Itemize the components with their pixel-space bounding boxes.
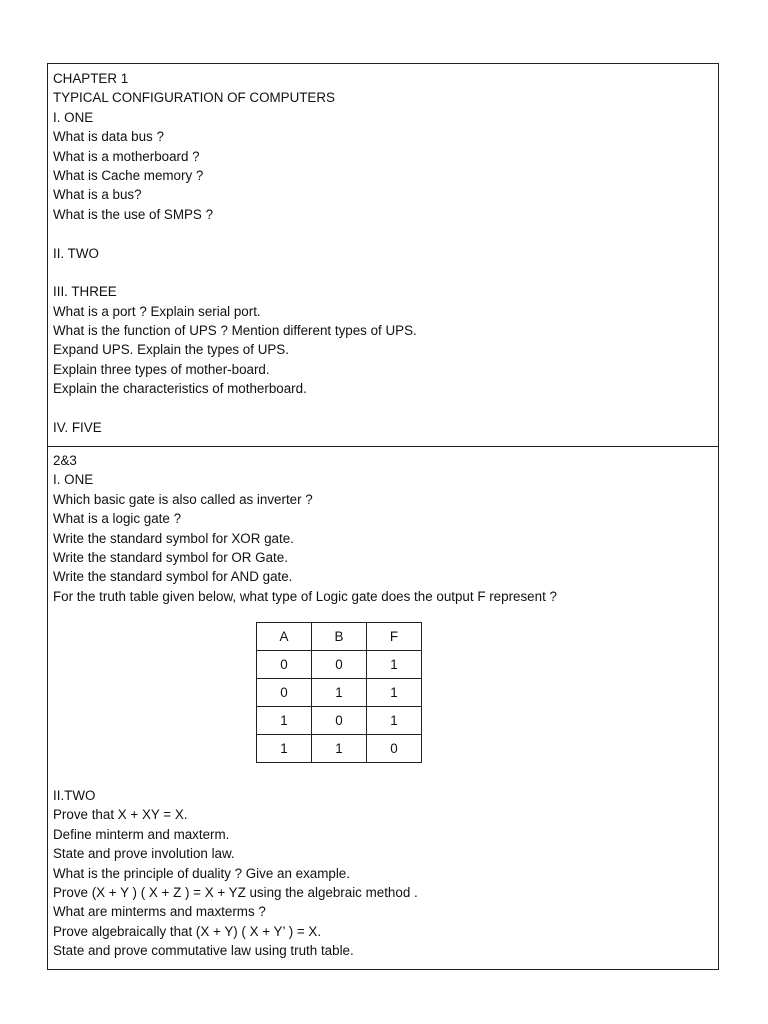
truth-table-header-cell: B <box>312 623 367 651</box>
truth-table-header-cell: A <box>257 623 312 651</box>
question-line: State and prove involution law. <box>53 846 235 862</box>
question-line: Prove that X + XY = X. <box>53 807 188 823</box>
chapter-1-section <box>48 64 718 447</box>
question-line: Write the standard symbol for AND gate. <box>53 569 293 585</box>
chapter-1-lines <box>53 69 718 437</box>
truth-table-cell: 0 <box>367 735 422 763</box>
truth-table-cell: 1 <box>367 651 422 679</box>
truth-table-cell: 0 <box>257 679 312 707</box>
subsection-heading: IV. FIVE <box>53 420 102 436</box>
question-line: What is the use of SMPS ? <box>53 206 214 222</box>
question-line: What is a motherboard ? <box>53 148 200 164</box>
document-frame <box>47 63 719 970</box>
truth-table-row <box>257 735 422 763</box>
question-line: What is a bus? <box>53 187 142 203</box>
question-line: Which basic gate is also called as inverter ? <box>53 491 313 507</box>
blank-line <box>53 399 718 418</box>
question-line: Prove algebraically that (X + Y) ( X + Y’ ) = X. <box>53 923 322 939</box>
question-line: Explain three types of mother-board. <box>53 361 270 377</box>
truth-table-cell: 0 <box>257 651 312 679</box>
question-line: What is Cache memory ? <box>53 167 204 183</box>
blank-line <box>53 263 718 282</box>
chapter-2-3-section <box>48 447 718 969</box>
truth-table-row <box>257 679 422 707</box>
question-line: Write the standard symbol for XOR gate. <box>53 530 294 546</box>
question-line: Write the standard symbol for OR Gate. <box>53 549 288 565</box>
chapter-heading: CHAPTER 1 <box>53 71 129 86</box>
question-line: What is a port ? Explain serial port. <box>53 303 261 319</box>
question-line: For the truth table given below, what type of Logic gate does the output F represent ? <box>53 588 557 604</box>
truth-table-cell: 1 <box>312 679 367 707</box>
subsection-heading: II.TWO <box>53 788 96 803</box>
question-line: What are minterms and maxterms ? <box>53 904 266 920</box>
truth-table-cell: 1 <box>257 707 312 735</box>
question-line: State and prove commutative law using truth table. <box>53 943 354 959</box>
truth-table-cell: 0 <box>312 707 367 735</box>
truth-table-header-cell: F <box>367 623 422 651</box>
truth-table-cell: 1 <box>367 679 422 707</box>
question-line: What is the function of UPS ? Mention different types of UPS. <box>53 323 417 339</box>
subsection-heading: III. THREE <box>53 284 117 300</box>
question-line: Define minterm and maxterm. <box>53 826 230 842</box>
subsection-heading: I. ONE <box>53 109 94 125</box>
truth-table-cell: 1 <box>312 735 367 763</box>
chapter-2-3-lines <box>53 451 718 606</box>
subsection-heading: I. ONE <box>53 472 94 488</box>
truth-table-cell: 1 <box>257 735 312 763</box>
truth-table <box>256 622 422 763</box>
truth-table-row <box>257 651 422 679</box>
chapter-heading: 2&3 <box>53 453 77 468</box>
question-line: What is a logic gate ? <box>53 511 182 527</box>
question-line: Expand UPS. Explain the types of UPS. <box>53 342 289 358</box>
blank-line <box>53 224 718 243</box>
truth-table-row <box>257 707 422 735</box>
subsection-heading: II. TWO <box>53 245 99 261</box>
truth-table-header-row <box>257 623 422 651</box>
truth-table-cell: 1 <box>367 707 422 735</box>
truth-table-cell: 0 <box>312 651 367 679</box>
chapter-title: TYPICAL CONFIGURATION OF COMPUTERS <box>53 90 335 106</box>
question-line: What is data bus ? <box>53 129 164 145</box>
question-line: What is the principle of duality ? Give an example. <box>53 865 350 881</box>
question-line: Explain the characteristics of motherboard. <box>53 381 307 397</box>
chapter-2-3-lines-after-table <box>53 786 718 961</box>
question-line: Prove (X + Y ) ( X + Z ) = X + YZ using the algebraic method . <box>53 884 418 900</box>
